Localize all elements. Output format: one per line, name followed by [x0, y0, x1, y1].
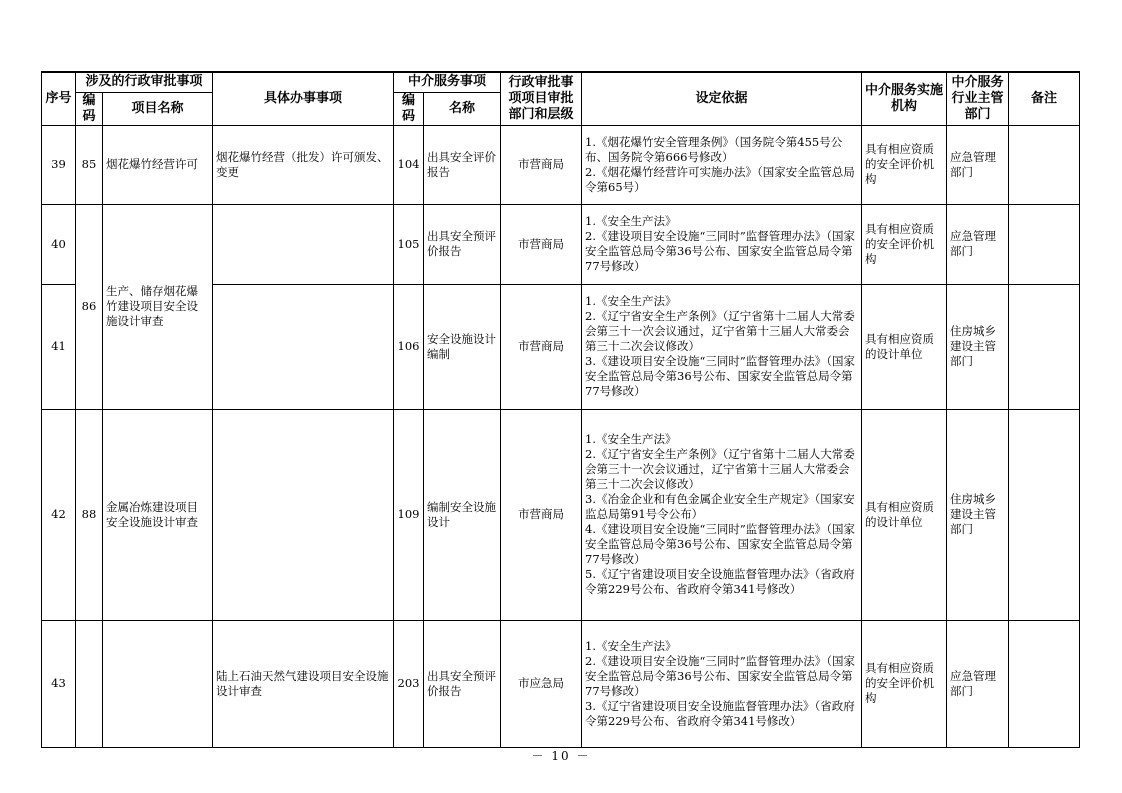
cell-agency-code: 105 [394, 204, 424, 284]
cell-agency-org: 具有相应资质的安全评价机构 [862, 620, 947, 747]
cell-agency-name: 出具安全预评价报告 [424, 620, 501, 747]
cell-admin-code: 86 [76, 204, 103, 409]
cell-industry-dept: 应急管理部门 [947, 620, 1009, 747]
basis-item: 2.《辽宁省安全生产条例》（辽宁省第十二届人大常委会第三十一次会议通过，辽宁省第十三届人大常委会第三十二次会议修改） [585, 309, 855, 353]
header-agency-group: 中介服务事项 [394, 72, 501, 92]
header-agency-org: 中介服务实施机构 [862, 72, 947, 125]
cell-remark [1009, 620, 1080, 747]
basis-item: 1.《安全生产法》 [585, 294, 677, 308]
cell-specific-item [213, 204, 394, 284]
cell-approval-dept: 市应急局 [501, 620, 582, 747]
cell-approval-dept: 市营商局 [501, 125, 582, 204]
cell-seq: 39 [42, 125, 76, 204]
approval-items-table [41, 71, 1080, 748]
table-row [42, 620, 1080, 747]
table-row [42, 409, 1080, 620]
cell-industry-dept: 住房城乡建设主管部门 [947, 409, 1009, 620]
cell-agency-org: 具有相应资质的设计单位 [862, 284, 947, 409]
header-seq: 序号 [42, 72, 76, 125]
cell-agency-name: 出具安全评价报告 [424, 125, 501, 204]
table-row [42, 204, 1080, 284]
basis-item: 1.《安全生产法》 [585, 214, 677, 228]
basis-item: 2.《建设项目安全设施“三同时”监督管理办法》（国家安全监管总局令第36号公布、国家安全监管总局令第77号修改） [585, 653, 856, 698]
basis-item: 5.《辽宁省建设项目安全设施监督管理办法》（省政府令第229号公布、省政府令第341号修改） [585, 567, 855, 596]
cell-remark [1009, 125, 1080, 204]
cell-admin-name: 生产、储存烟花爆竹建设项目安全设施设计审查 [103, 204, 213, 409]
cell-admin-name [103, 620, 213, 747]
cell-basis [582, 620, 862, 747]
cell-approval-dept: 市营商局 [501, 409, 582, 620]
header-admin-group: 涉及的行政审批事项 [76, 72, 213, 92]
cell-approval-dept: 市营商局 [501, 204, 582, 284]
basis-item: 3.《冶金企业和有色金属企业安全生产规定》（国家安监总局第91号令公布） [585, 492, 855, 521]
cell-agency-org: 具有相应资质的安全评价机构 [862, 204, 947, 284]
header-remark: 备注 [1009, 72, 1080, 125]
header-admin-name: 项目名称 [103, 92, 213, 125]
cell-agency-code: 106 [394, 284, 424, 409]
cell-seq: 42 [42, 409, 76, 620]
header-basis: 设定依据 [582, 72, 862, 125]
basis-item: 4.《建设项目安全设施“三同时”监督管理办法》（国家安全监管总局令第36号公布、国家安全监管总局令第77号修改） [585, 522, 856, 566]
basis-item: 2.《烟花爆竹经营许可实施办法》（国家安全监管总局令第65号） [585, 164, 855, 194]
cell-basis [582, 409, 862, 620]
cell-industry-dept: 应急管理部门 [947, 125, 1009, 204]
cell-seq: 43 [42, 620, 76, 747]
cell-admin-code [76, 620, 103, 747]
header-agency-code: 编码 [394, 92, 424, 125]
header-specific-item: 具体办事事项 [213, 72, 394, 125]
cell-specific-item [213, 409, 394, 620]
cell-admin-code: 88 [76, 409, 103, 620]
cell-agency-org: 具有相应资质的安全评价机构 [862, 125, 947, 204]
cell-agency-org: 具有相应资质的设计单位 [862, 409, 947, 620]
cell-basis [582, 284, 862, 409]
basis-item: 1.《安全生产法》 [585, 638, 677, 653]
cell-specific-item: 烟花爆竹经营（批发）许可颁发、变更 [213, 125, 394, 204]
header-approval-dept: 行政审批事项项目审批部门和层级 [501, 72, 582, 125]
page-number: － 10 － [531, 749, 591, 763]
cell-industry-dept: 住房城乡建设主管部门 [947, 284, 1009, 409]
cell-basis [582, 204, 862, 284]
cell-basis [582, 125, 862, 204]
cell-specific-item [213, 284, 394, 409]
basis-item: 2.《辽宁省安全生产条例》（辽宁省第十二届人大常委会第三十一次会议通过，辽宁省第十三届人大常委会第三十二次会议修改） [585, 447, 855, 491]
cell-admin-name: 金属冶炼建设项目安全设施设计审查 [103, 409, 213, 620]
header-industry-dept: 中介服务行业主管部门 [947, 72, 1009, 125]
table-row [42, 125, 1080, 204]
cell-industry-dept: 应急管理部门 [947, 204, 1009, 284]
cell-admin-code: 85 [76, 125, 103, 204]
cell-agency-code: 104 [394, 125, 424, 204]
header-admin-code: 编码 [76, 92, 103, 125]
basis-item: 2.《建设项目安全设施“三同时”监督管理办法》（国家安全监管总局令第36号公布、国家安全监管总局令第77号修改） [585, 229, 856, 273]
cell-agency-name: 安全设施设计编制 [424, 284, 501, 409]
cell-approval-dept: 市营商局 [501, 284, 582, 409]
basis-item: 1.《安全生产法》 [585, 432, 677, 446]
basis-item: 3.《建设项目安全设施“三同时”监督管理办法》（国家安全监管总局令第36号公布、国家安全监管总局令第77号修改） [585, 354, 856, 398]
cell-agency-name: 出具安全预评价报告 [424, 204, 501, 284]
cell-specific-item: 陆上石油天然气建设项目安全设施设计审查 [213, 620, 394, 747]
cell-admin-name: 烟花爆竹经营许可 [103, 125, 213, 204]
cell-agency-code: 109 [394, 409, 424, 620]
cell-remark [1009, 409, 1080, 620]
cell-remark [1009, 204, 1080, 284]
cell-seq: 41 [42, 284, 76, 409]
header-agency-name: 名称 [424, 92, 501, 125]
cell-remark [1009, 284, 1080, 409]
basis-item: 3.《辽宁省建设项目安全设施监督管理办法》（省政府令第229号公布、省政府令第341号修改） [585, 698, 855, 728]
basis-item: 1.《烟花爆竹安全管理条例》（国务院令第455号公布、国务院令第666号修改） [585, 134, 843, 164]
cell-agency-name: 编制安全设施设计 [424, 409, 501, 620]
cell-agency-code: 203 [394, 620, 424, 747]
cell-seq: 40 [42, 204, 76, 284]
